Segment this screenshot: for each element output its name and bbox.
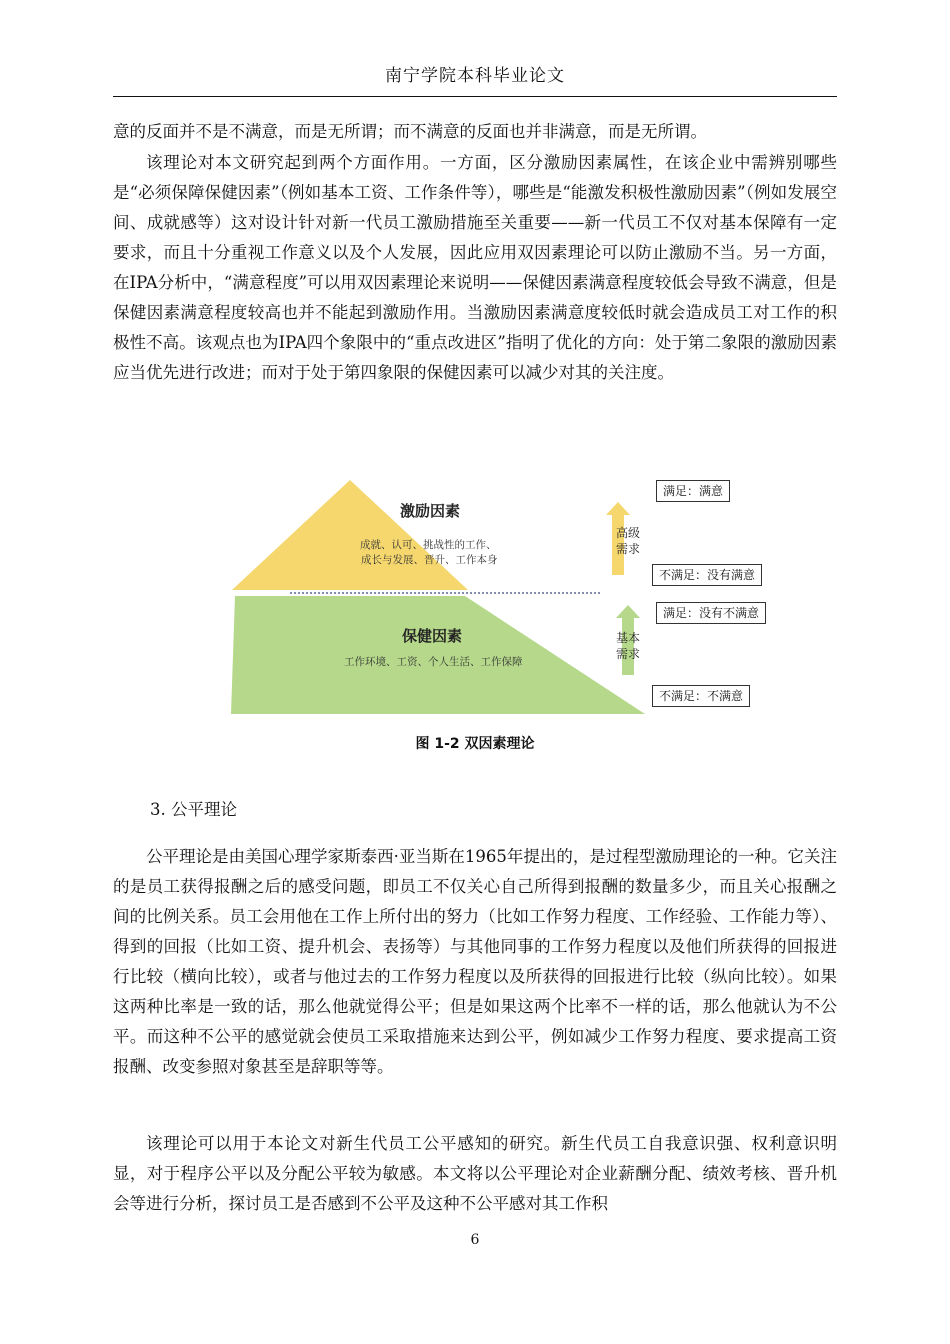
upper-need-line1: 高级 xyxy=(615,526,640,540)
paragraph-2: 该理论对本文研究起到两个方面作用。一方面，区分激励因素属性，在该企业中需辨别哪些是“必须保障保健因素”（例如基本工资、工作条件等），哪些是“能激发积极性激励因素”（例如发展空间、成就感等）这对设计针对新一代员工激励措施至关重要——新一代员工不仅对基本保障有一定要求，而且十分重视工作意义以及个人发展，因此应用双因素理论可以防止激励不当。另一方面，在IPA分析中，“满意程度”可以用双因素理论来说明——保健因素满意程度较低会导致不满意，但是保健因素满意程度较高也并不能起到激励作用。当激励因素满意度较低时就会造成员工对工作的积极性不高。该观点也为IPA四个象限中的“重点改进区”指明了优化的方向：处于第二象限的激励因素应当优先进行改进；而对于处于第四象限的保健因素可以减少对其的关注度。 xyxy=(113,153,837,382)
section-heading: 3. 公平理论 xyxy=(150,800,237,819)
header-rule xyxy=(113,96,837,97)
state-box-no-dissatisfaction: 满足：没有不满意 xyxy=(656,602,766,624)
lower-need-label xyxy=(613,630,643,662)
motivator-triangle xyxy=(232,480,468,590)
state-box-no-satisfaction: 不满足：没有满意 xyxy=(652,564,762,586)
motivator-items-line2: 成长与发展、晋升、工作本身 xyxy=(361,554,498,566)
lower-need-line1: 基本 xyxy=(615,631,640,645)
motivator-title: 激励因素 xyxy=(400,502,461,520)
paragraph-1: 意的反面并不是不满意，而是无所谓；而不满意的反面也并非满意，而是无所谓。 xyxy=(113,122,707,141)
pyramid-diagram xyxy=(230,470,790,720)
upper-need-line2: 需求 xyxy=(615,542,640,556)
hygiene-items: 工作环境、工资、个人生活、工作保障 xyxy=(344,656,523,668)
page-header: 南宁学院本科毕业论文 xyxy=(385,66,565,86)
paragraph-4: 该理论可以用于本论文对新生代员工公平感知的研究。新生代员工自我意识强、权利意识明显，对于程序公平以及分配公平较为敏感。本文将以公平理论对企业薪酬分配、绩效考核、晋升机会等进行分析，探讨员工是否感到不公平及这种不公平感对其工作积 xyxy=(113,1134,837,1213)
two-factor-figure xyxy=(230,470,790,720)
state-box-satisfied: 满足：满意 xyxy=(656,480,730,502)
hygiene-title: 保健因素 xyxy=(402,627,463,645)
lower-need-line2: 需求 xyxy=(615,647,640,661)
motivator-items-line1: 成就、认可、挑战性的工作、 xyxy=(360,539,497,551)
figure-caption: 图 1-2 双因素理论 xyxy=(415,736,535,752)
state-box-dissatisfied: 不满足：不满意 xyxy=(652,685,750,707)
paragraph-3: 公平理论是由美国心理学家斯泰西·亚当斯在1965年提出的，是过程型激励理论的一种。它关注的是员工获得报酬之后的感受问题，即员工不仅关心自己所得到报酬的数量多少，而且关心报酬之间的比例关系。员工会用他在工作上所付出的努力（比如工作努力程度、工作经验、工作能力等）、得到的回报（比如工资、提升机会、表扬等）与其他同事的工作努力程度以及他们所获得的回报进行比较（横向比较），或者与他过去的工作努力程度以及所获得的回报进行比较（纵向比较）。如果这两种比率是一致的话，那么他就觉得公平；但是如果这两个比率不一样的话，那么他就认为不公平。而这种不公平的感觉就会使员工采取措施来达到公平，例如减少工作努力程度、要求提高工资报酬、改变参照对象甚至是辞职等等。 xyxy=(113,847,837,1076)
upper-need-label xyxy=(613,525,643,557)
page-number: 6 xyxy=(470,1232,480,1248)
